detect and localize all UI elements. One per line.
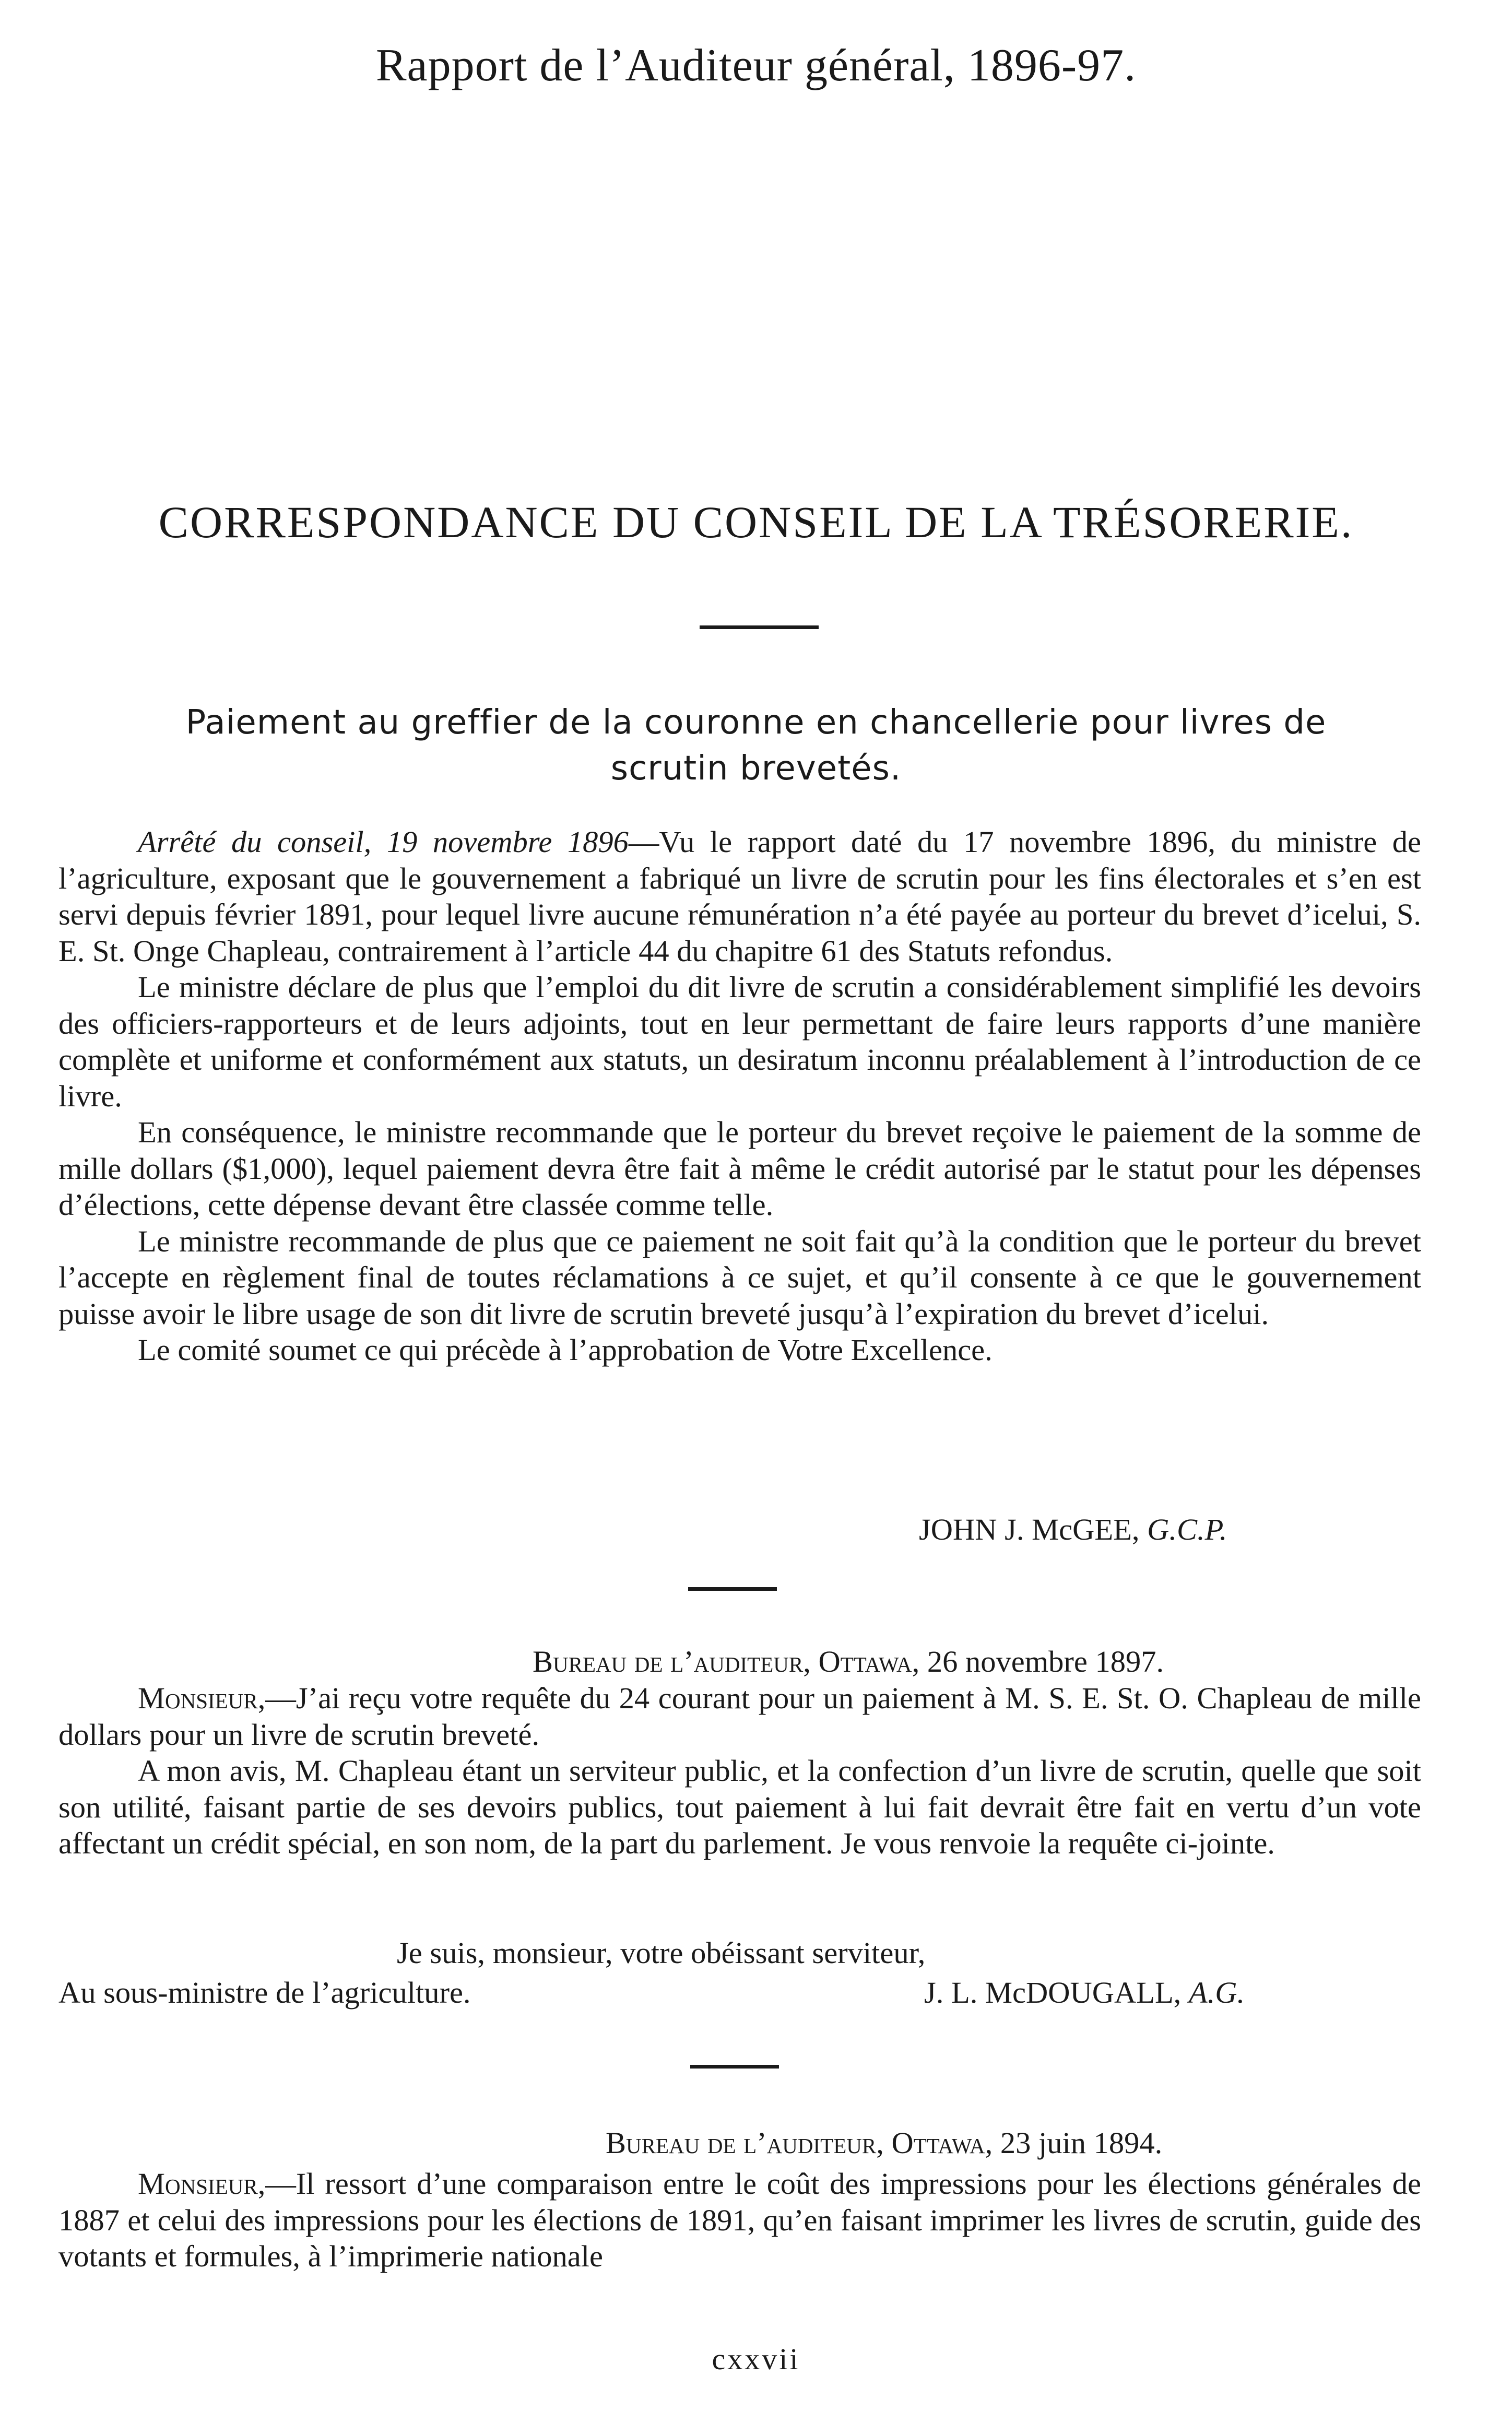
letter-1-paragraph-2: A mon avis, M. Chapleau étant un serviteur public, et la confection d’un livre de scrutin, quelle que soit son utilité, faisant partie de ses devoirs publics, tout paiement à lui fait devrait être fait en vertu d’un vote affectant un crédit spécial, en son nom, de la part du parlement. Je vous renvoie la requête ci-jointe.: [58, 1754, 1421, 1860]
letter-2-office: Bureau de l’auditeur: [606, 2126, 877, 2160]
order-signature: [919, 1511, 1227, 1548]
letter-1-paragraph-1-text: —J’ai reçu votre requête du 24 courant pour un paiement à M. S. E. St. O. Chapleau de mille dollars pour un livre de scrutin breveté.: [58, 1681, 1421, 1752]
letter-1-place: Ottawa: [818, 1645, 912, 1679]
order-paragraph-4: Le ministre recommande de plus que ce paiement ne soit fait qu’à la condition que le porteur du brevet l’accepte en règlement final de toutes réclamations à ce sujet, et qu’il consente à ce que le gouvernement puisse avoir le libre usage de son dit livre de scrutin breveté jusqu’à l’expiration du brevet d’icelui.: [58, 1224, 1421, 1331]
letter-divider-1: [688, 1587, 777, 1591]
letter-2-paragraph-1-text: —Il ressort d’une comparaison entre le coût des impressions pour les élections générales de 1887 et celui des impressions pour les élections de 1891, qu’en faisant imprimer les livres de scrutin, guide des votants et formules, à l’imprimerie nationale: [58, 2167, 1421, 2273]
letter-1-dateline: Bureau de l’auditeur, Ottawa, 26 novembre 1897.: [533, 1645, 1164, 1679]
letter-1-closing: Je suis, monsieur, votre obéissant serviteur,: [397, 1936, 926, 1970]
order-paragraph-3: En conséquence, le ministre recommande que le porteur du brevet reçoive le paiement de la somme de mille dollars ($1,000), lequel paiement devra être fait à même le crédit autorisé par le statut pour les dépenses d’élections, cette dépense devant être classée comme telle.: [58, 1115, 1421, 1222]
letter-1-addressee: Au sous-ministre de l’agriculture.: [58, 1976, 471, 2010]
order-signature-title: G.C.P.: [1147, 1512, 1227, 1546]
letter-2-body: [58, 2166, 1421, 2275]
letter-2-dateline: Bureau de l’auditeur, Ottawa, 23 juin 1894.: [606, 2126, 1163, 2160]
letter-1-paragraph-1: [58, 1680, 1421, 1753]
letter-1-body: [58, 1680, 1421, 1862]
section-divider: [700, 625, 819, 629]
order-paragraph-2: Le ministre déclare de plus que l’emploi du dit livre de scrutin a considérablement simplifié les devoirs des officiers-rapporteurs et de leurs adjoints, tout en leur permettant de faire leurs rapports d’une manière complète et uniforme et conformément aux statuts, un desiratum inconnu préalablement à l’introduction de ce livre.: [58, 970, 1421, 1113]
running-title: Rapport de l’Auditeur général, 1896-97.: [375, 40, 1137, 91]
order-lead: Arrêté du conseil, 19 novembre 1896: [138, 825, 629, 859]
section-title: CORRESPONDANCE DU CONSEIL DE LA TRÉSORERIE.: [158, 497, 1354, 547]
subject-title-line-2: scrutin brevetés.: [610, 749, 902, 788]
order-signature-name: JOHN J. McGEE,: [919, 1512, 1140, 1546]
letter-1-signature-title: A.G.: [1188, 1976, 1245, 2010]
letter-1-signature-name: J. L. McDOUGALL,: [924, 1976, 1182, 2010]
letter-1-office: Bureau de l’auditeur: [533, 1645, 804, 1679]
subject-title: [78, 700, 1434, 791]
letter-2-date: , 23 juin 1894.: [985, 2126, 1163, 2160]
letter-divider-2: [690, 2065, 779, 2069]
order-paragraph-1: [58, 824, 1421, 969]
letter-1-signature: [924, 1975, 1245, 2011]
order-in-council: [58, 824, 1421, 1368]
letter-2-paragraph-1: [58, 2166, 1421, 2275]
page-number: cxxvii: [712, 2342, 800, 2376]
order-paragraph-5: Le comité soumet ce qui précède à l’approbation de Votre Excellence.: [138, 1333, 993, 1367]
letter-1-salutation: Monsieur,: [138, 1681, 266, 1715]
order-paragraph-1-text: —Vu le rapport daté du 17 novembre 1896, du ministre de l’agriculture, exposant que le gouvernement a fabriqué un livre de scrutin pour les fins électorales et s’en est servi depuis février 1891, pour lequel livre aucune rémunération n’a été payée au porteur du brevet d’icelui, S. E. St. Onge Chapleau, contrairement à l’article 44 du chapitre 61 des Statuts refondus.: [58, 825, 1421, 968]
letter-2-place: Ottawa: [891, 2126, 985, 2160]
letter-1-date: , 26 novembre 1897.: [912, 1645, 1164, 1679]
subject-title-line-1: Paiement au greffier de la couronne en chancellerie pour livres de: [185, 703, 1327, 742]
letter-2-salutation: Monsieur,: [138, 2167, 266, 2201]
